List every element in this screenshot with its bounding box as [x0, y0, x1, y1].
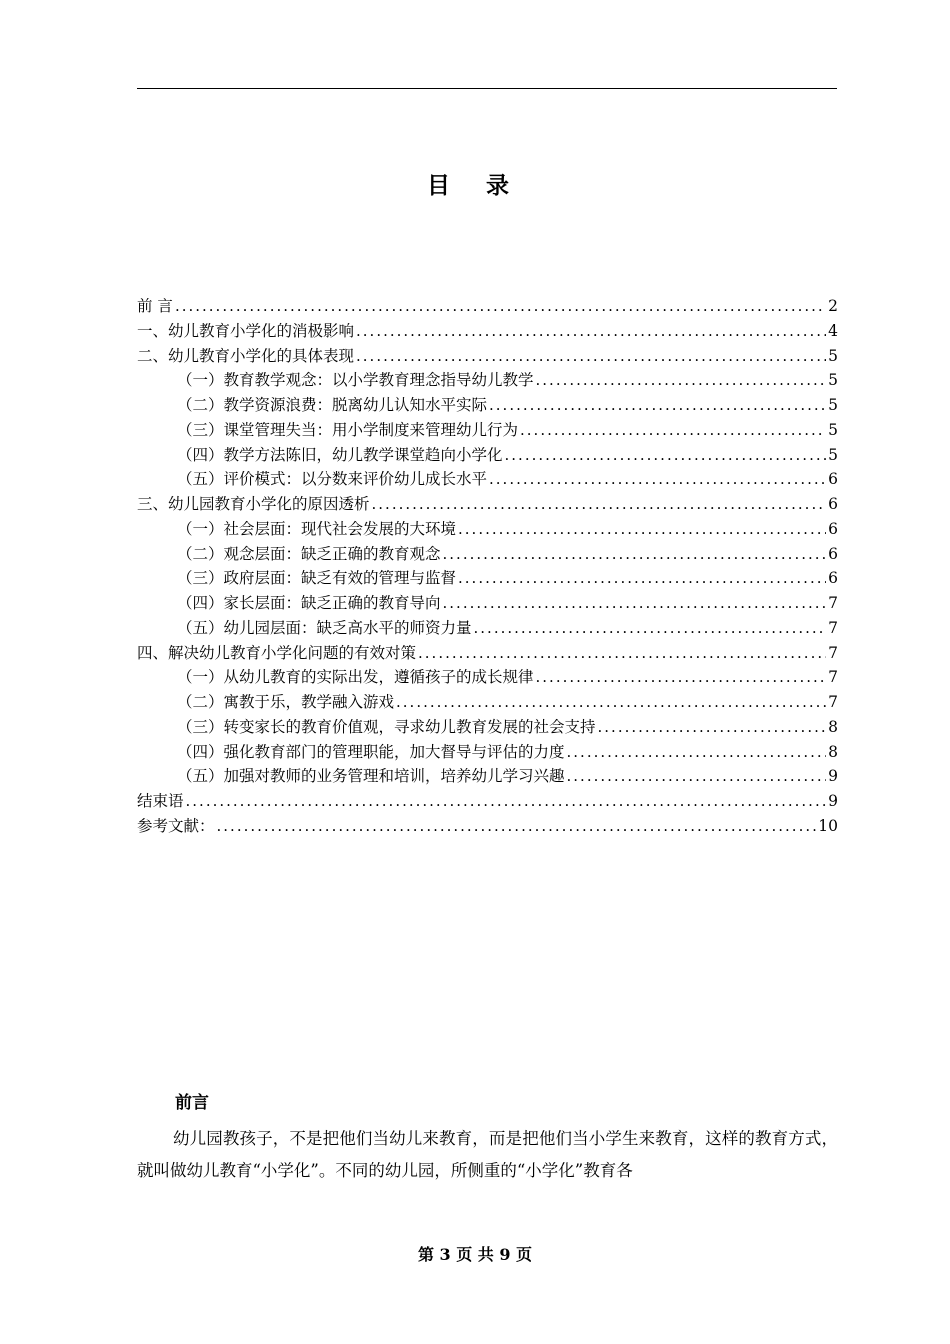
page-footer: 第 3 页 共 9 页	[417, 1245, 533, 1264]
toc-entry-label: 前 言	[137, 297, 173, 315]
toc-entry-label: （一）教育教学观念：以小学教育理念指导幼儿教学	[177, 371, 534, 390]
toc-leader-dots	[474, 616, 827, 641]
toc-leader-dots	[356, 319, 826, 344]
toc-entry-label: （四）教学方法陈旧，幼儿教学课堂趋向小学化	[177, 445, 503, 464]
toc-leader-dots	[458, 517, 826, 542]
toc-entry[interactable]	[137, 443, 838, 468]
toc-leader-dots	[396, 690, 826, 715]
toc-leader-dots	[520, 418, 826, 443]
toc-entry-label: （三）转变家长的教育价值观，寻求幼儿教育发展的社会支持	[177, 717, 596, 736]
toc-leader-dots	[598, 715, 827, 740]
toc-entry[interactable]	[137, 715, 838, 740]
toc-entry-label: （一）社会层面：现代社会发展的大环境	[177, 519, 457, 538]
toc-entry-page: 4	[828, 321, 838, 340]
toc-entry-page: 8	[828, 742, 838, 761]
toc-leader-dots	[443, 591, 827, 616]
toc-entry-page: 9	[828, 767, 838, 786]
toc-entry[interactable]	[137, 566, 838, 591]
toc-entry[interactable]	[137, 641, 838, 666]
toc-entry[interactable]	[137, 492, 838, 517]
toc-entry-page: 6	[828, 544, 838, 563]
toc-entry-page: 9	[828, 792, 838, 810]
toc-entry-page: 5	[828, 445, 838, 464]
toc-entry-label: （三）政府层面：缺乏有效的管理与监督	[177, 569, 457, 588]
toc-title: 目 录	[426, 172, 523, 199]
preface-paragraph: 幼儿园教孩子，不是把他们当幼儿来教育，而是把他们当小学生来教育，这样的教育方式，就叫做幼儿教育“小学化”。不同的幼儿园，所侧重的“小学化”教育各	[137, 1129, 838, 1180]
toc-leader-dots	[567, 740, 827, 765]
toc-entry-page: 7	[828, 693, 838, 711]
toc-entry[interactable]	[137, 393, 838, 418]
toc-entry-page: 5	[828, 396, 838, 414]
toc-entry-page: 8	[828, 717, 838, 736]
toc-entry[interactable]	[137, 368, 838, 393]
toc-entry-page: 5	[828, 420, 838, 439]
toc-entry-label: （五）幼儿园层面：缺乏高水平的师资力量	[177, 618, 472, 637]
toc-entry-page: 6	[828, 519, 838, 538]
toc-entry[interactable]	[137, 616, 838, 641]
toc-entry[interactable]	[137, 789, 838, 814]
toc-entry-page: 6	[828, 470, 838, 489]
toc-entry-label: （二）教学资源浪费：脱离幼儿认知水平实际	[177, 396, 488, 414]
toc-entry-page: 7	[828, 668, 838, 687]
toc-leader-dots	[217, 814, 817, 839]
toc-entry-page: 6	[828, 569, 838, 588]
toc-leader-dots	[443, 542, 827, 567]
toc-entry-page: 2	[828, 297, 838, 315]
toc-entry[interactable]	[137, 294, 838, 319]
toc-leader-dots	[186, 789, 827, 814]
toc-entry-label: （五）评价模式：以分数来评价幼儿成长水平	[177, 470, 488, 489]
toc-entry-page: 6	[828, 495, 838, 513]
header-rule	[137, 88, 837, 89]
toc-leader-dots	[175, 294, 826, 319]
toc-entry-page: 10	[818, 816, 838, 835]
toc-entry[interactable]	[137, 319, 838, 344]
toc-leader-dots	[372, 492, 827, 517]
toc-leader-dots	[536, 665, 827, 690]
table-of-contents	[137, 294, 838, 839]
toc-entry-label: 参考文献：	[137, 816, 215, 835]
toc-entry[interactable]	[137, 690, 838, 715]
toc-entry-label: 一、幼儿教育小学化的消极影响	[137, 321, 355, 340]
toc-entry-label: （二）观念层面：缺乏正确的教育观念	[177, 544, 441, 563]
toc-entry-label: 二、幼儿教育小学化的具体表现	[137, 346, 355, 365]
toc-entry-label: 四、解决幼儿教育小学化问题的有效对策	[137, 643, 417, 662]
toc-entry[interactable]	[137, 591, 838, 616]
toc-entry[interactable]	[137, 344, 838, 369]
toc-entry-page: 7	[828, 594, 838, 612]
toc-entry-label: （二）寓教于乐，教学融入游戏	[177, 693, 395, 711]
toc-entry[interactable]	[137, 517, 838, 542]
toc-leader-dots	[489, 393, 826, 418]
toc-leader-dots	[567, 764, 827, 789]
preface-heading: 前言	[175, 1093, 209, 1113]
toc-leader-dots	[505, 443, 827, 468]
toc-entry[interactable]	[137, 418, 838, 443]
toc-entry-page: 5	[828, 346, 838, 365]
toc-entry[interactable]	[137, 740, 838, 765]
toc-leader-dots	[489, 467, 826, 492]
toc-entry-label: （三）课堂管理失当：用小学制度来管理幼儿行为	[177, 420, 519, 439]
toc-entry-label: 结束语	[137, 792, 184, 810]
toc-leader-dots	[458, 566, 826, 591]
toc-leader-dots	[418, 641, 826, 666]
toc-entry[interactable]	[137, 542, 838, 567]
toc-leader-dots	[536, 368, 827, 393]
toc-leader-dots	[356, 344, 826, 369]
toc-entry-label: （五）加强对教师的业务管理和培训，培养幼儿学习兴趣	[177, 767, 565, 786]
toc-entry-label: （四）家长层面：缺乏正确的教育导向	[177, 594, 441, 612]
toc-entry-page: 5	[828, 371, 838, 390]
toc-entry[interactable]	[137, 665, 838, 690]
toc-entry-page: 7	[828, 618, 838, 637]
toc-entry-label: （四）强化教育部门的管理职能，加大督导与评估的力度	[177, 742, 565, 761]
toc-entry-label: （一）从幼儿教育的实际出发，遵循孩子的成长规律	[177, 668, 534, 687]
toc-entry[interactable]	[137, 764, 838, 789]
toc-entry-label: 三、幼儿园教育小学化的原因透析	[137, 495, 370, 513]
toc-entry-page: 7	[828, 643, 838, 662]
toc-entry[interactable]	[137, 467, 838, 492]
toc-entry[interactable]	[137, 814, 838, 839]
